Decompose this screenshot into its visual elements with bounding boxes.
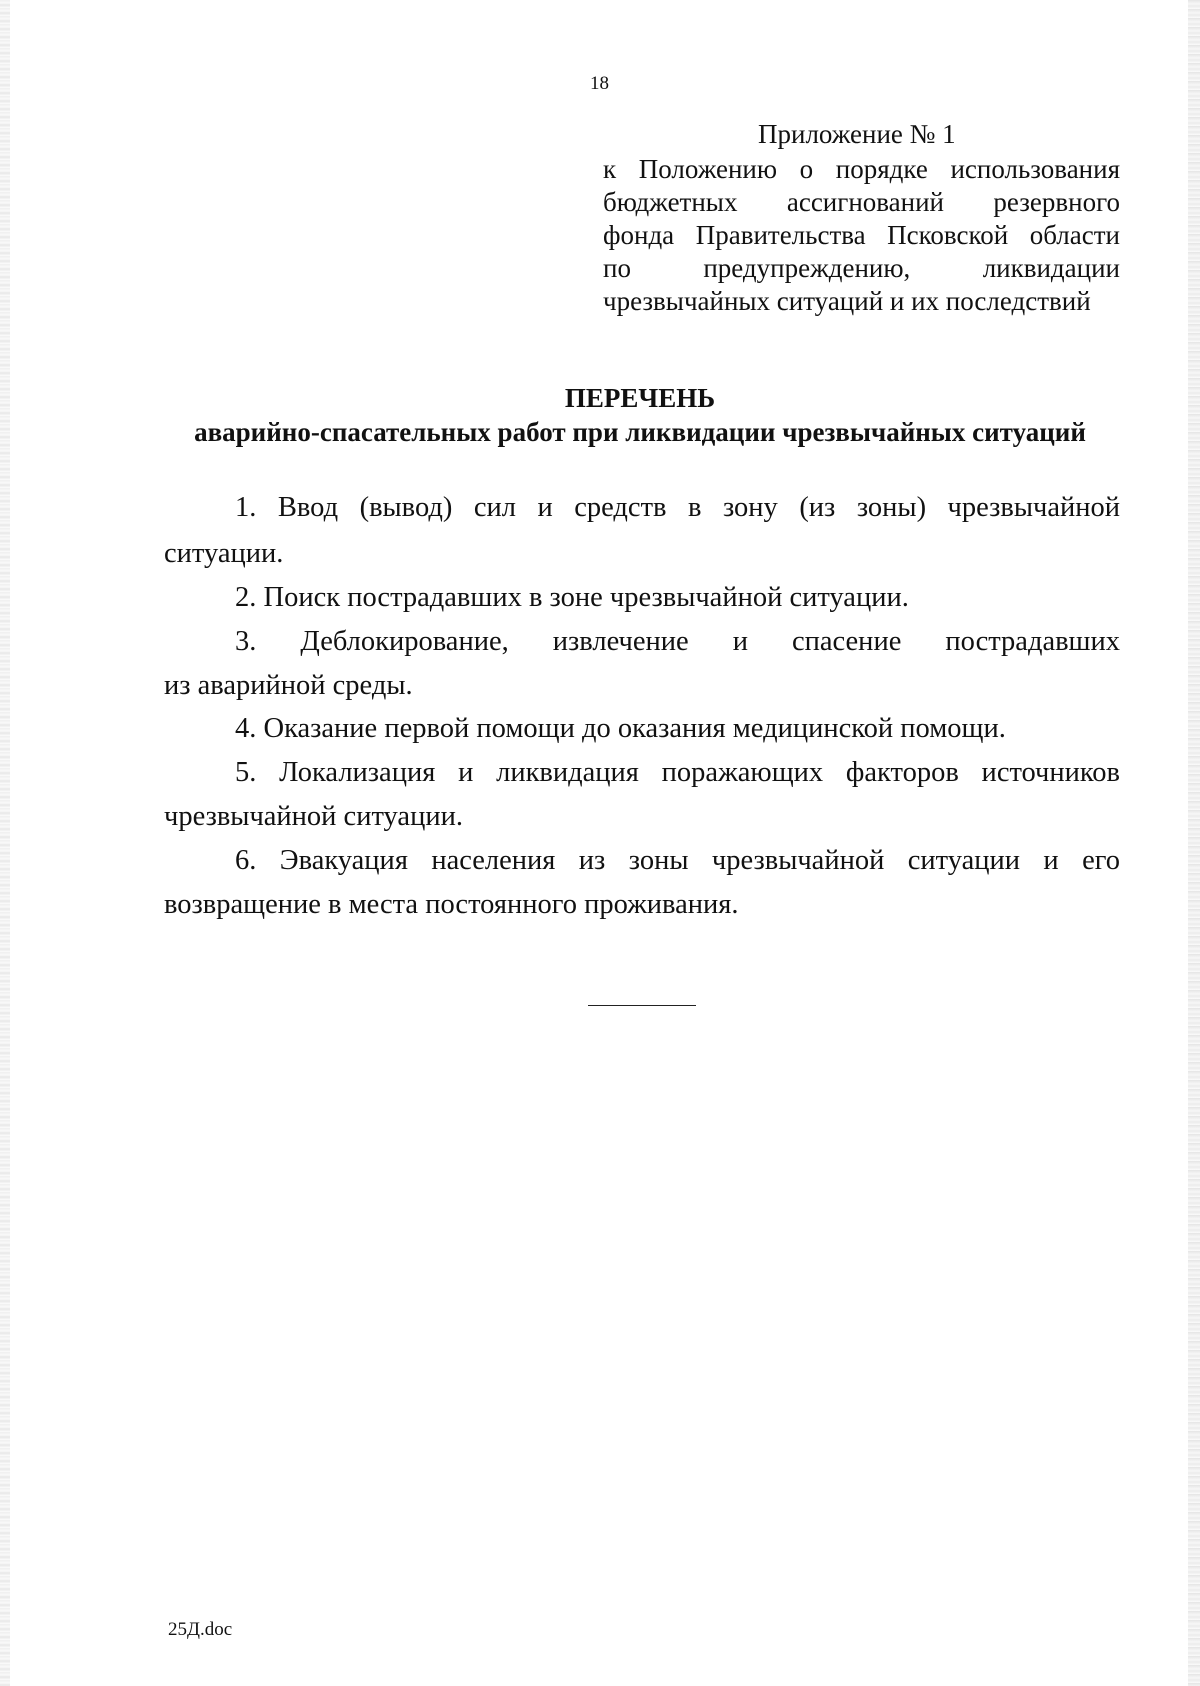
- list-item-line: 5. Локализация и ликвидация поражающих факторов источников: [235, 757, 1120, 788]
- scan-edge-right: [1188, 0, 1200, 1686]
- list-item-line: 4. Оказание первой помощи до оказания медицинской помощи.: [235, 713, 1006, 744]
- scan-edge-left: [0, 0, 10, 1686]
- document-title: ПЕРЕЧЕНЬ: [564, 383, 716, 413]
- list-item-line: 2. Поиск пострадавших в зоне чрезвычайной ситуации.: [235, 582, 909, 613]
- appendix-line: чрезвычайных ситуаций и их последствий: [603, 286, 1091, 316]
- appendix-line: к Положению о порядке использования: [603, 154, 1120, 184]
- list-item-line: из аварийной среды.: [164, 670, 413, 701]
- document-subtitle: аварийно-спасательных работ при ликвидации чрезвычайных ситуаций: [194, 417, 1086, 447]
- list-item-line: возвращение в места постоянного проживания.: [164, 889, 739, 920]
- appendix-line: по предупреждению, ликвидации: [603, 253, 1120, 283]
- end-separator: [588, 1005, 696, 1006]
- list-item-line: 3. Деблокирование, извлечение и спасение пострадавших: [235, 626, 1120, 657]
- appendix-title: Приложение № 1: [758, 119, 956, 149]
- appendix-line: фонда Правительства Псковской области: [603, 220, 1120, 250]
- list-item-line: 1. Ввод (вывод) сил и средств в зону (из зоны) чрезвычайной: [235, 492, 1120, 523]
- appendix-line: бюджетных ассигнований резервного: [603, 187, 1120, 217]
- list-item-line: 6. Эвакуация населения из зоны чрезвычайной ситуации и его: [235, 845, 1120, 876]
- list-item-line: чрезвычайной ситуации.: [164, 801, 463, 832]
- list-item-line: ситуации.: [164, 538, 284, 569]
- page-number: 18: [590, 73, 609, 94]
- footer-filename: 25Д.doc: [168, 1619, 233, 1640]
